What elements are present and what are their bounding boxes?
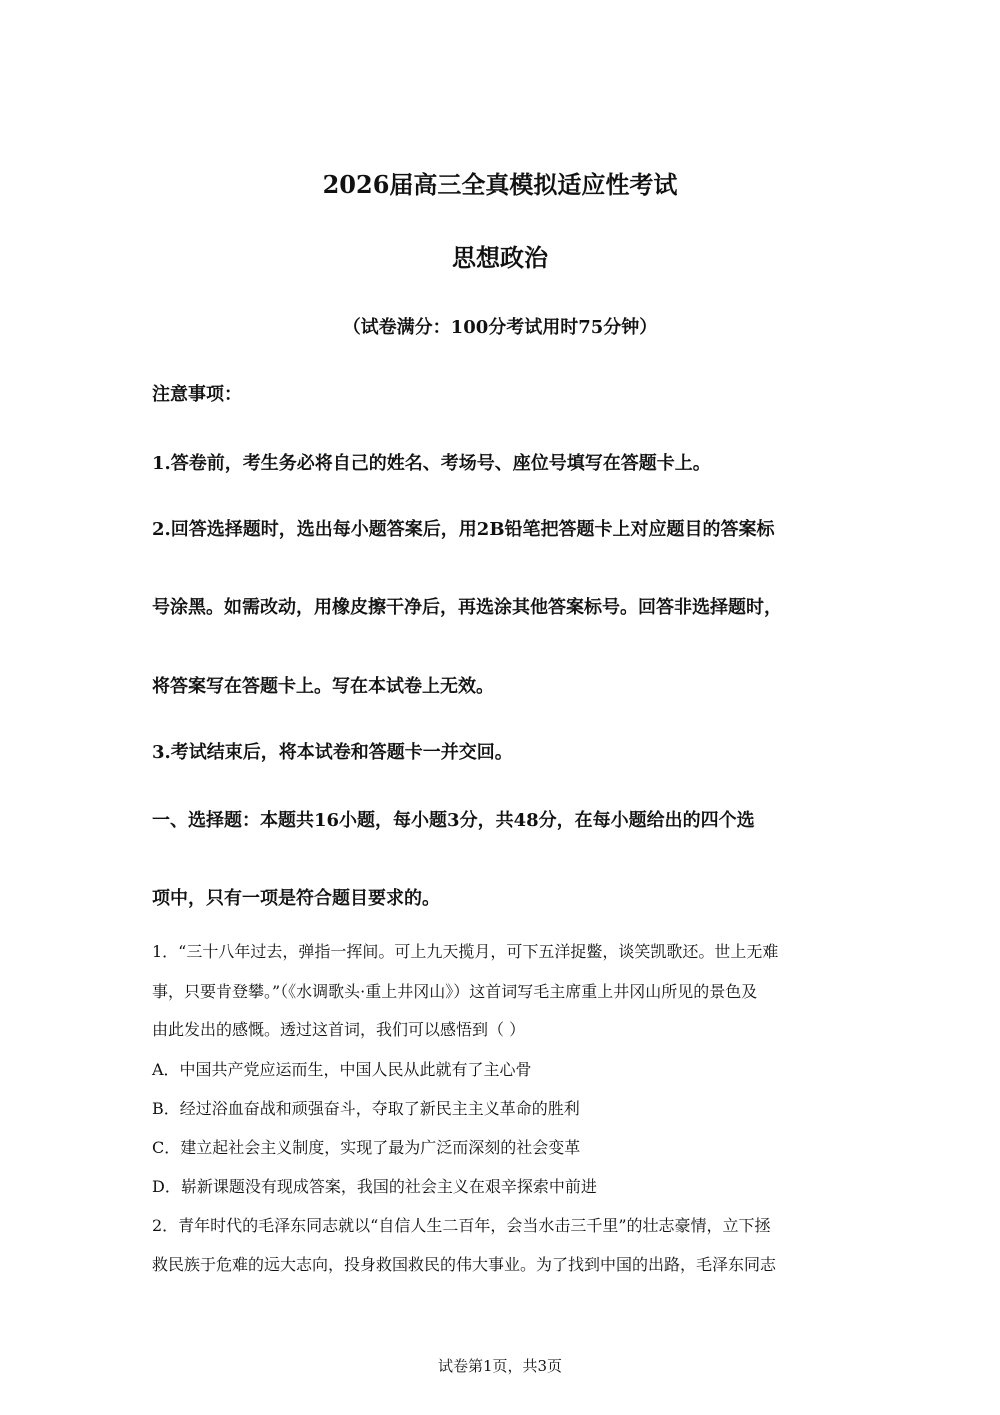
exam-title: 2026届高三全真模拟适应性考试 — [322, 170, 678, 199]
section-heading-line-2: 项中，只有一项是符合题目要求的。 — [152, 888, 440, 909]
question-1-line-3: 由此发出的感慨。透过这首词，我们可以感悟到（ ） — [152, 1020, 526, 1039]
section-heading-line-1: 一、选择题：本题共16小题，每小题3分，共48分，在每小题给出的四个选 — [152, 810, 755, 831]
notice-item-2-line-2: 号涂黑。如需改动，用橡皮擦干净后，再选涂其他答案标号。回答非选择题时， — [152, 597, 782, 618]
notice-item-1: 1.答卷前，考生务必将自己的姓名、考场号、座位号填写在答题卡上。 — [152, 453, 711, 474]
notice-item-3: 3.考试结束后，将本试卷和答题卡一并交回。 — [152, 742, 513, 763]
question-1-option-d: D．崭新课题没有现成答案，我国的社会主义在艰辛探索中前进 — [152, 1177, 597, 1196]
notice-item-2-line-3: 将答案写在答题卡上。写在本试卷上无效。 — [152, 676, 494, 697]
question-1-line-1: 1．“三十八年过去，弹指一挥间。可上九天揽月，可下五洋捉鳖，谈笑凯歌还。世上无难 — [152, 942, 779, 961]
notice-heading: 注意事项： — [152, 384, 242, 405]
question-2-line-2: 救民族于危难的远大志向，投身救国救民的伟大事业。为了找到中国的出路，毛泽东同志 — [152, 1255, 777, 1274]
question-1-option-a: A．中国共产党应运而生，中国人民从此就有了主心骨 — [152, 1060, 532, 1079]
notice-item-2-line-1: 2.回答选择题时，选出每小题答案后，用2B铅笔把答题卡上对应题目的答案标 — [152, 519, 775, 540]
subject-title: 思想政治 — [452, 243, 548, 272]
exam-meta: （试卷满分：100分考试用时75分钟） — [342, 317, 658, 338]
question-1-option-b: B．经过浴血奋战和顽强奋斗，夺取了新民主主义革命的胜利 — [152, 1099, 580, 1118]
page-footer: 试卷第1页，共3页 — [437, 1357, 563, 1375]
question-1-option-c: C．建立起社会主义制度，实现了最为广泛而深刻的社会变革 — [152, 1138, 581, 1157]
question-1-line-2: 事，只要肯登攀。”（《水调歌头·重上井冈山》）这首词写毛主席重上井冈山所见的景色及 — [152, 982, 758, 1001]
question-2-line-1: 2．青年时代的毛泽东同志就以“自信人生二百年，会当水击三千里”的壮志豪情，立下拯 — [152, 1216, 771, 1235]
